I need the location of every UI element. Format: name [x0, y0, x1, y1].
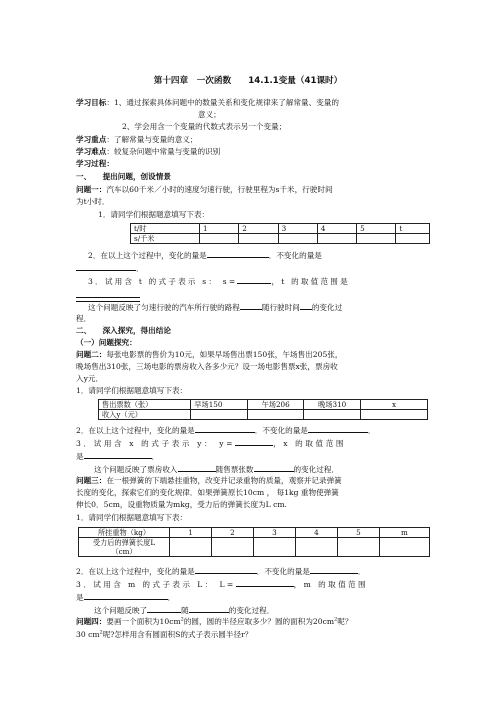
q3-text2: 长度的变化，探索它们的变化规律．如果弹簧原长10cm ， 每1kg 重物使弹簧 — [76, 488, 339, 497]
q3-part2: 2．在以上这个过程中，变化的量是 ．不变化的量是 ． — [76, 567, 366, 576]
answer-blank[interactable] — [147, 604, 181, 613]
answer-blank[interactable] — [236, 578, 294, 587]
q2-reflect-a: 这个问题反映了票房收入 — [94, 465, 178, 474]
q1-part3-text: 3．试用含 t 的式子表示 s： s= — [88, 277, 238, 286]
q1-reflect-d: 程． — [76, 314, 92, 323]
q1-reflect — [88, 301, 342, 313]
answer-cell[interactable] — [317, 234, 356, 244]
table-cell: t/时 — [131, 224, 200, 234]
answer-cell[interactable] — [278, 234, 317, 244]
q4-text2 — [76, 630, 252, 640]
q3-part3-text3: 是 — [76, 593, 84, 602]
difficulty-text: ：较复杂问题中常量与变量的识别 — [106, 147, 221, 156]
table-cell: 5 — [357, 224, 396, 234]
table-cell: 晚场310 — [304, 400, 361, 410]
q1-table — [130, 223, 430, 244]
sub1-heading: （一）问题探究： — [76, 338, 137, 347]
objectives-line2: 2、学会用含一个变量的代数式表示另一个变量； — [122, 122, 287, 131]
q3-part2-text2: ．不变化的量是 — [256, 567, 310, 576]
q1-reflect-a: 这个问题反映了匀速行驶的汽车所行驶的路程 — [88, 303, 240, 312]
table-cell: m — [379, 528, 429, 538]
answer-blank[interactable] — [195, 565, 257, 574]
answer-blank[interactable] — [178, 463, 216, 472]
process-heading: 学习过程： — [76, 159, 114, 168]
answer-blank[interactable] — [195, 424, 255, 433]
table-cell: 午场206 — [247, 400, 304, 410]
q1-text2: 为t小时． — [76, 197, 110, 206]
q2-text-body: 每张电影票的售价为10元，如果早场售出票150张，午场售出205张， — [106, 350, 343, 359]
q3-text3: 伸长0．5cm，设重物质量为mkg，受力后的弹簧长度为L cm. — [76, 500, 287, 509]
q4-text2-b: 呢?怎样用含有圆面积S的式子表示圆半径r？ — [102, 630, 253, 639]
objectives-line1 — [76, 98, 339, 108]
key-points — [76, 135, 198, 145]
q4-text-a: 要画一个面积为10cm — [106, 617, 181, 626]
q2-instruction: 1．请同学们根据题意填写下表： — [76, 386, 188, 395]
table-cell — [79, 538, 170, 557]
q4-text2-a: 30 cm — [76, 630, 100, 639]
q2-reflect-b: 随售票张数 — [215, 465, 254, 474]
key-points-label: 学习重点 — [76, 135, 107, 144]
answer-cell[interactable] — [295, 538, 337, 557]
q2-text2: 晚场售出310张，三场电影的票房收入各多少元？设一场电影售票x张，票房收 — [76, 362, 338, 371]
key-points-text: ：了解常量与变量的意义； — [106, 135, 198, 144]
q2-reflect-c: 的变化过程． — [293, 465, 340, 474]
q3-part3 — [76, 578, 368, 590]
q3-table — [78, 527, 430, 557]
q3-part3-cont: 是 ． — [76, 593, 176, 602]
answer-blank[interactable] — [84, 591, 168, 600]
section2-heading: 二、 深入探究，得出结论 — [76, 326, 171, 335]
table-row — [99, 400, 428, 410]
table-cell: 1 — [200, 224, 239, 234]
table-cell: 售出票数（张） — [99, 400, 191, 410]
q3-part3-text2: ，m 的取值范围 — [293, 580, 369, 589]
table-cell: 2 — [211, 528, 253, 538]
q2-part2-text2: ．不变化的量是 — [254, 426, 308, 435]
q2-table — [98, 399, 428, 420]
q1-part3 — [88, 275, 350, 287]
table-cell: 5 — [337, 528, 379, 538]
q2-reflect — [94, 463, 339, 475]
table-cell: 3 — [278, 224, 317, 234]
objectives-label: 学习目标 — [76, 98, 107, 107]
q2-text — [76, 350, 342, 360]
answer-blank[interactable] — [207, 249, 269, 258]
objectives-text1: ：1、通过探索具体问题中的数量关系和变化规律来了解常量、变量的 — [106, 98, 340, 107]
answer-cell[interactable] — [247, 410, 304, 420]
cell-line: （cm） — [111, 547, 137, 556]
table-cell: 2 — [239, 224, 278, 234]
q3-instruction: 1．请同学们根据题意填写下表： — [76, 513, 188, 522]
q1-text-body: 汽车以60千米／小时的速度匀速行驶，行驶里程为s千米，行驶时间 — [106, 185, 333, 194]
table-cell: 3 — [253, 528, 295, 538]
q4-text-b: 的圆，圆的半径应取多少？圆的面积为20cm — [183, 617, 335, 626]
q1-part3-text2: ，t 的取值范围是 — [271, 277, 350, 286]
difficulty-label: 学习难点 — [76, 147, 107, 156]
q1-part2-blank: ． — [76, 262, 144, 274]
q1-part2 — [88, 249, 322, 261]
table-cell: 收入y（元） — [99, 410, 191, 420]
q2-part3-text3: 是 — [76, 452, 84, 461]
section1-heading: 一、 提出问题，创设情景 — [76, 172, 171, 181]
answer-blank[interactable] — [237, 275, 271, 284]
answer-cell[interactable] — [253, 538, 295, 557]
answer-cell[interactable] — [357, 234, 396, 244]
table-row — [79, 528, 430, 538]
table-row — [79, 538, 430, 557]
q4-label: 问题四： — [76, 617, 107, 626]
table-row — [99, 410, 428, 420]
answer-cell[interactable] — [337, 538, 379, 557]
answer-cell[interactable] — [170, 538, 212, 557]
q3-reflect-c: 的变化过程． — [228, 606, 275, 615]
q2-part3-text: 3．试用含 x 的式子表示 y： y= — [76, 439, 236, 448]
difficulty — [76, 147, 220, 157]
table-cell: x — [361, 400, 428, 410]
q1-text — [76, 185, 333, 195]
q2-text3: 入y元． — [76, 374, 104, 383]
table-cell: 4 — [295, 528, 337, 538]
q1-reflect-c: 的变化过 — [311, 303, 343, 312]
q1-label: 问题一： — [76, 185, 107, 194]
answer-cell[interactable] — [379, 538, 429, 557]
answer-cell[interactable] — [200, 234, 239, 244]
page-title: 第十四章 一次函数 14.1.1变量（41课时） — [153, 76, 343, 86]
answer-cell[interactable] — [361, 410, 428, 420]
answer-cell[interactable] — [239, 234, 278, 244]
table-row — [131, 224, 430, 234]
q4-text-c: 呢？ — [337, 617, 353, 626]
cell-line: 受力后的弹簧长度L — [92, 538, 156, 547]
answer-blank[interactable] — [254, 463, 294, 472]
table-cell: 所挂重物（kg） — [79, 528, 170, 538]
q2-part2: 2．在以上这个过程中，变化的量是 ．不变化的量是 ． — [76, 426, 376, 435]
q3-reflect-a: 这个问题反映了 — [94, 606, 148, 615]
q1-instruction: 1．请同学们根据题意填写下表： — [98, 210, 210, 219]
q1-part2-text: 2．在以上这个过程中，变化的量是 — [88, 251, 207, 260]
answer-blank[interactable] — [84, 450, 152, 459]
answer-blank[interactable] — [308, 424, 368, 433]
answer-blank[interactable] — [240, 301, 262, 310]
q2-part3 — [76, 437, 346, 449]
answer-blank[interactable] — [76, 262, 136, 271]
q1-part2-text2: ．不变化的量是 — [268, 251, 322, 260]
q3-part2-text: 2．在以上这个过程中，变化的量是 — [76, 567, 195, 576]
table-cell: s/千米 — [131, 234, 200, 244]
superscript: 2 — [334, 616, 338, 623]
q2-part3-cont: 是 ． — [76, 452, 160, 461]
q3-text — [76, 476, 342, 486]
answer-blank[interactable] — [189, 604, 229, 613]
table-cell: 1 — [170, 528, 212, 538]
superscript: 2 — [180, 616, 184, 623]
table-cell[interactable]: t — [396, 224, 430, 234]
q4-text — [76, 617, 352, 627]
answer-blank[interactable] — [310, 565, 358, 574]
q3-text-body: 在一根弹簧的下端悬挂重物，改变并记录重物的质量，观察并记录弹簧 — [106, 476, 342, 485]
table-cell: 4 — [317, 224, 356, 234]
answer-cell[interactable] — [396, 234, 430, 244]
answer-cell[interactable] — [304, 410, 361, 420]
answer-cell[interactable] — [211, 538, 253, 557]
q2-part3-text2: ，x 的取值范围 — [273, 439, 347, 448]
objectives-line1b: 意义； — [198, 110, 221, 119]
table-cell: 早场150 — [191, 400, 248, 410]
q3-part3-text: 3．试用含 m 的式子表示 L： L= — [76, 580, 236, 589]
table-row — [131, 234, 430, 244]
q1-reflect-b: 随行驶时间 — [261, 303, 300, 312]
answer-cell[interactable] — [191, 410, 248, 420]
q3-label: 问题三： — [76, 476, 107, 485]
superscript: 2 — [99, 629, 103, 636]
q2-label: 问题二： — [76, 350, 107, 359]
answer-blank[interactable] — [235, 437, 273, 446]
q2-part2-text: 2．在以上这个过程中，变化的量是 — [76, 426, 195, 435]
q3-reflect — [94, 604, 274, 616]
q3-reflect-b: 随 — [181, 606, 189, 615]
answer-blank[interactable] — [300, 301, 312, 310]
